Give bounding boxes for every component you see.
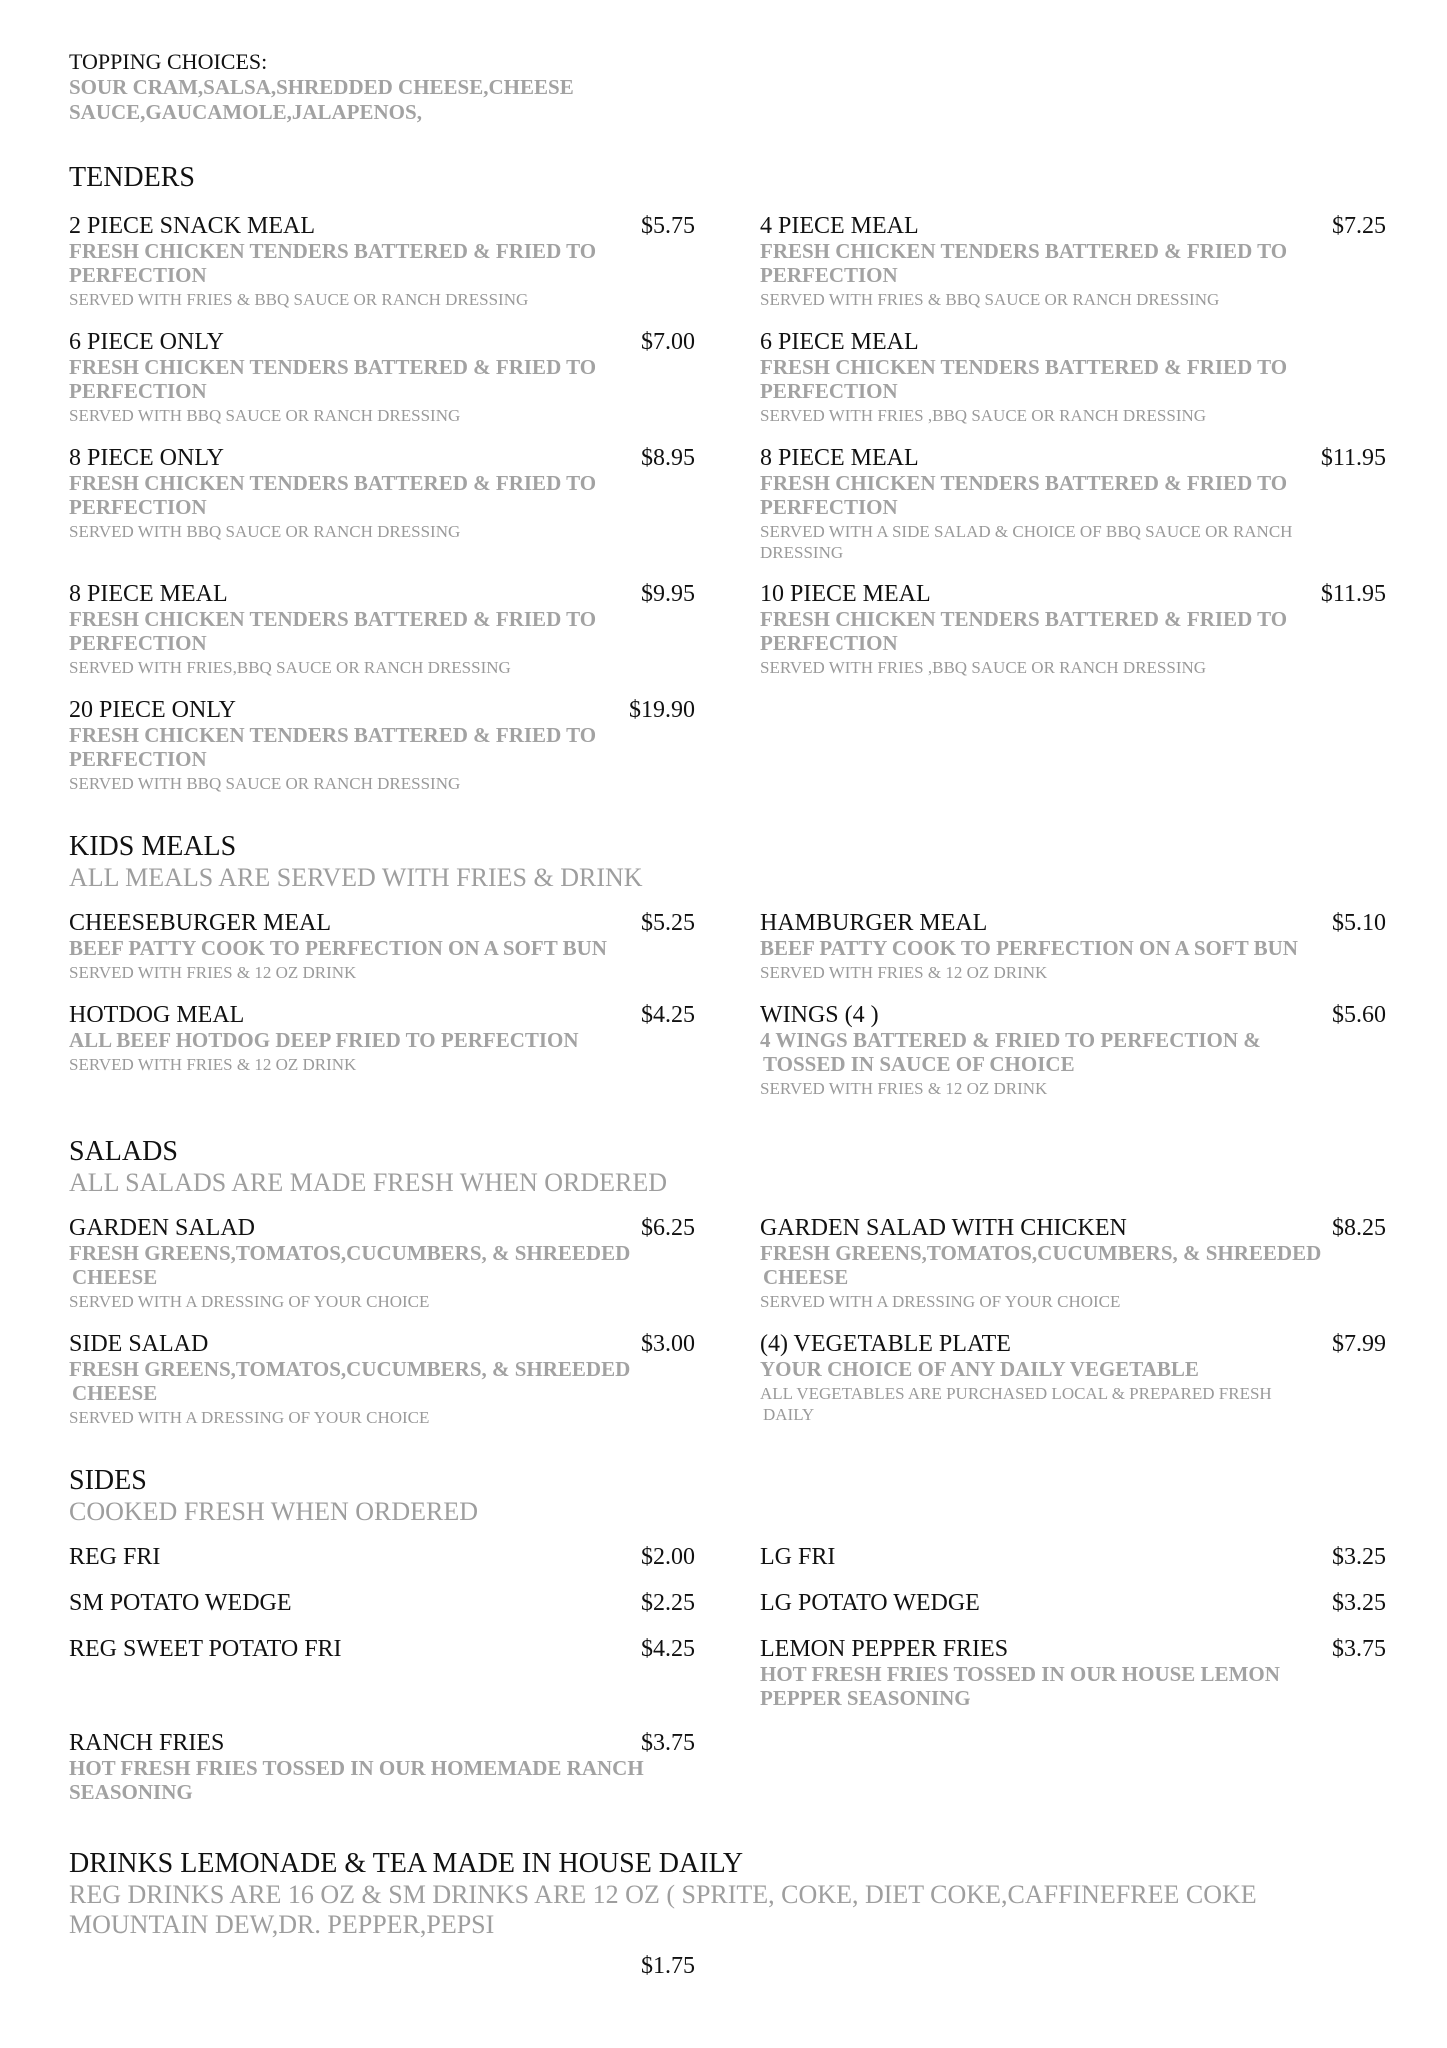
- item-name: GARDEN SALAD: [69, 1215, 255, 1241]
- salads-section-header: [69, 1136, 1387, 1198]
- item-price: $7.25: [1332, 213, 1386, 239]
- item-price: $3.75: [1332, 1636, 1386, 1662]
- item-name: SIDE SALAD: [69, 1331, 209, 1357]
- item-served-with: SERVED WITH A DRESSING OF YOUR CHOICE: [69, 1292, 430, 1311]
- item-description: FRESH CHICKEN TENDERS BATTERED & FRIED TO: [69, 471, 597, 495]
- item-name: 4 PIECE MEAL: [760, 213, 919, 239]
- item-price: $8.95: [641, 445, 695, 471]
- item-name: HAMBURGER MEAL: [760, 910, 988, 936]
- item-description: SEASONING: [69, 1780, 193, 1804]
- drinks-price: $1.75: [641, 1953, 695, 1979]
- item-served-with: SERVED WITH A SIDE SALAD & CHOICE OF BBQ SAUCE OR RANCH: [760, 522, 1293, 541]
- item-name: LG POTATO WEDGE: [760, 1590, 980, 1616]
- item-name: REG SWEET POTATO FRI: [69, 1636, 342, 1662]
- item-served-with: SERVED WITH BBQ SAUCE OR RANCH DRESSING: [69, 406, 461, 425]
- item-price: $4.25: [641, 1636, 695, 1662]
- item-served-with: SERVED WITH A DRESSING OF YOUR CHOICE: [760, 1292, 1121, 1311]
- item-description: CHEESE: [72, 1265, 158, 1289]
- item-served-with: SERVED WITH FRIES ,BBQ SAUCE OR RANCH DRESSING: [760, 658, 1207, 677]
- item-description: PERFECTION: [69, 495, 207, 519]
- item-served-with: SERVED WITH A DRESSING OF YOUR CHOICE: [69, 1408, 430, 1427]
- kids-subtitle: ALL MEALS ARE SERVED WITH FRIES & DRINK: [69, 863, 643, 892]
- item-name: 6 PIECE MEAL: [760, 329, 919, 355]
- item-name: RANCH FRIES: [69, 1730, 225, 1756]
- item-description: HOT FRESH FRIES TOSSED IN OUR HOUSE LEMON: [760, 1662, 1280, 1686]
- item-price: $2.00: [641, 1544, 695, 1570]
- topping-list-line1: SOUR CRAM,SALSA,SHREDDED CHEESE,CHEESE: [69, 75, 574, 99]
- drinks-title: DRINKS LEMONADE & TEA MADE IN HOUSE DAILY: [69, 1848, 744, 1879]
- item-description: PERFECTION: [69, 747, 207, 771]
- item-served-with: SERVED WITH FRIES & 12 OZ DRINK: [760, 963, 1048, 982]
- item-price: $5.10: [1332, 910, 1386, 936]
- item-price: $2.25: [641, 1590, 695, 1616]
- item-name: 20 PIECE ONLY: [69, 697, 236, 723]
- item-price: $6.25: [641, 1215, 695, 1241]
- kids-section-header: [69, 831, 1387, 893]
- item-price: $5.75: [641, 213, 695, 239]
- item-description: PERFECTION: [760, 263, 898, 287]
- item-name: WINGS (4 ): [760, 1002, 879, 1028]
- drinks-description: REG DRINKS ARE 16 OZ & SM DRINKS ARE 12 OZ ( SPRITE, COKE, DIET COKE,CAFFINEFREE COKE: [69, 1880, 1257, 1909]
- menu-item: [69, 1330, 695, 1428]
- menu-item: [69, 444, 695, 542]
- item-price: $7.00: [641, 329, 695, 355]
- item-description: FRESH GREENS,TOMATOS,CUCUMBERS, & SHREEDED: [69, 1357, 631, 1381]
- sides-section-header: [69, 1465, 1387, 1527]
- item-name: 8 PIECE MEAL: [69, 581, 228, 607]
- item-served-with: DRESSING: [760, 543, 844, 562]
- item-price: $19.90: [629, 697, 695, 723]
- item-name: HOTDOG MEAL: [69, 1002, 245, 1028]
- item-name: SM POTATO WEDGE: [69, 1590, 292, 1616]
- item-price: $7.99: [1332, 1331, 1386, 1357]
- sides-title: SIDES: [69, 1465, 147, 1496]
- item-name: 8 PIECE ONLY: [69, 445, 224, 471]
- item-description: PERFECTION: [760, 379, 898, 403]
- drinks-price-row: [69, 1952, 695, 1980]
- item-name: (4) VEGETABLE PLATE: [760, 1331, 1011, 1357]
- drinks-section: [69, 1848, 1387, 1940]
- item-description: FRESH CHICKEN TENDERS BATTERED & FRIED TO: [69, 607, 597, 631]
- menu-item: [69, 212, 695, 310]
- item-price: $4.25: [641, 1002, 695, 1028]
- item-name: GARDEN SALAD WITH CHICKEN: [760, 1215, 1127, 1241]
- item-served-with: SERVED WITH FRIES,BBQ SAUCE OR RANCH DRESSING: [69, 658, 511, 677]
- item-description: FRESH CHICKEN TENDERS BATTERED & FRIED TO: [760, 471, 1288, 495]
- item-price: $11.95: [1320, 445, 1386, 471]
- menu-item: [69, 1543, 695, 1571]
- salads-title: SALADS: [69, 1136, 178, 1167]
- item-price: $3.75: [641, 1730, 695, 1756]
- item-description: FRESH CHICKEN TENDERS BATTERED & FRIED TO: [760, 239, 1288, 263]
- item-description: FRESH CHICKEN TENDERS BATTERED & FRIED TO: [69, 239, 597, 263]
- menu-item: [760, 1589, 1386, 1617]
- menu-item: [760, 1543, 1386, 1571]
- item-description: BEEF PATTY COOK TO PERFECTION ON A SOFT BUN: [760, 936, 1298, 960]
- item-price: $11.95: [1320, 581, 1386, 607]
- item-description: PERFECTION: [760, 495, 898, 519]
- menu-item: [69, 1589, 695, 1617]
- item-price: $3.25: [1332, 1590, 1386, 1616]
- menu-item: [69, 1635, 695, 1663]
- item-served-with: DAILY: [763, 1405, 815, 1424]
- topping-choices: [69, 49, 1387, 125]
- item-name: 10 PIECE MEAL: [760, 581, 931, 607]
- item-description: YOUR CHOICE OF ANY DAILY VEGETABLE: [760, 1357, 1199, 1381]
- item-description: CHEESE: [763, 1265, 849, 1289]
- menu-item: [69, 580, 695, 678]
- item-description: PERFECTION: [69, 263, 207, 287]
- menu-item: [69, 1214, 695, 1312]
- item-description: HOT FRESH FRIES TOSSED IN OUR HOMEMADE RANCH: [69, 1756, 644, 1780]
- item-description: FRESH GREENS,TOMATOS,CUCUMBERS, & SHREEDED: [760, 1241, 1322, 1265]
- item-price: $8.25: [1332, 1215, 1386, 1241]
- item-description: FRESH GREENS,TOMATOS,CUCUMBERS, & SHREEDED: [69, 1241, 631, 1265]
- item-description: PEPPER SEASONING: [760, 1686, 971, 1710]
- item-served-with: SERVED WITH FRIES & BBQ SAUCE OR RANCH DRESSING: [760, 290, 1220, 309]
- item-name: REG FRI: [69, 1544, 161, 1570]
- item-price: $5.60: [1332, 1002, 1386, 1028]
- drinks-description: MOUNTAIN DEW,DR. PEPPER,PEPSI: [69, 1910, 495, 1939]
- item-description: FRESH CHICKEN TENDERS BATTERED & FRIED TO: [69, 355, 597, 379]
- menu-item: [760, 1330, 1386, 1425]
- menu-item: [760, 909, 1386, 983]
- menu-item: [760, 1214, 1386, 1312]
- item-name: LG FRI: [760, 1544, 836, 1570]
- item-description: CHEESE: [72, 1381, 158, 1405]
- item-description: PERFECTION: [760, 631, 898, 655]
- item-name: LEMON PEPPER FRIES: [760, 1636, 1009, 1662]
- item-description: FRESH CHICKEN TENDERS BATTERED & FRIED TO: [69, 723, 597, 747]
- menu-item: [69, 328, 695, 426]
- item-served-with: SERVED WITH FRIES ,BBQ SAUCE OR RANCH DRESSING: [760, 406, 1207, 425]
- menu-item: [760, 444, 1386, 563]
- item-description: TOSSED IN SAUCE OF CHOICE: [763, 1052, 1075, 1076]
- item-description: BEEF PATTY COOK TO PERFECTION ON A SOFT BUN: [69, 936, 607, 960]
- menu-item: [69, 1001, 695, 1075]
- item-served-with: ALL VEGETABLES ARE PURCHASED LOCAL & PREPARED FRESH: [760, 1384, 1272, 1403]
- item-served-with: SERVED WITH FRIES & 12 OZ DRINK: [760, 1079, 1048, 1098]
- item-name: 6 PIECE ONLY: [69, 329, 224, 355]
- menu-item: [760, 1001, 1386, 1099]
- item-served-with: SERVED WITH BBQ SAUCE OR RANCH DRESSING: [69, 522, 461, 541]
- item-price: $3.00: [641, 1331, 695, 1357]
- item-description: PERFECTION: [69, 631, 207, 655]
- item-served-with: SERVED WITH FRIES & 12 OZ DRINK: [69, 1055, 357, 1074]
- menu-item: [69, 1729, 695, 1805]
- item-description: FRESH CHICKEN TENDERS BATTERED & FRIED TO: [760, 355, 1288, 379]
- item-served-with: SERVED WITH FRIES & 12 OZ DRINK: [69, 963, 357, 982]
- tenders-title: TENDERS: [69, 162, 195, 193]
- tenders-section-header: [69, 162, 1387, 194]
- item-price: $5.25: [641, 910, 695, 936]
- menu-item: [760, 580, 1386, 678]
- sides-subtitle: COOKED FRESH WHEN ORDERED: [69, 1497, 479, 1526]
- item-name: CHEESEBURGER MEAL: [69, 910, 332, 936]
- item-served-with: SERVED WITH BBQ SAUCE OR RANCH DRESSING: [69, 774, 461, 793]
- kids-title: KIDS MEALS: [69, 831, 237, 862]
- item-price: $3.25: [1332, 1544, 1386, 1570]
- item-description: ALL BEEF HOTDOG DEEP FRIED TO PERFECTION: [69, 1028, 579, 1052]
- menu-item: [69, 696, 695, 794]
- menu-item: [760, 212, 1386, 310]
- item-served-with: SERVED WITH FRIES & BBQ SAUCE OR RANCH DRESSING: [69, 290, 529, 309]
- menu-item: [760, 328, 1386, 426]
- item-name: 2 PIECE SNACK MEAL: [69, 213, 316, 239]
- topping-list-line2: SAUCE,GAUCAMOLE,JALAPENOS,: [69, 100, 422, 124]
- menu-item: [760, 1635, 1386, 1711]
- item-name: 8 PIECE MEAL: [760, 445, 919, 471]
- menu-item: [69, 909, 695, 983]
- salads-subtitle: ALL SALADS ARE MADE FRESH WHEN ORDERED: [69, 1168, 668, 1197]
- item-price: $9.95: [641, 581, 695, 607]
- topping-title: TOPPING CHOICES:: [69, 49, 268, 74]
- item-description: PERFECTION: [69, 379, 207, 403]
- item-description: FRESH CHICKEN TENDERS BATTERED & FRIED TO: [760, 607, 1288, 631]
- item-description: 4 WINGS BATTERED & FRIED TO PERFECTION &: [760, 1028, 1261, 1052]
